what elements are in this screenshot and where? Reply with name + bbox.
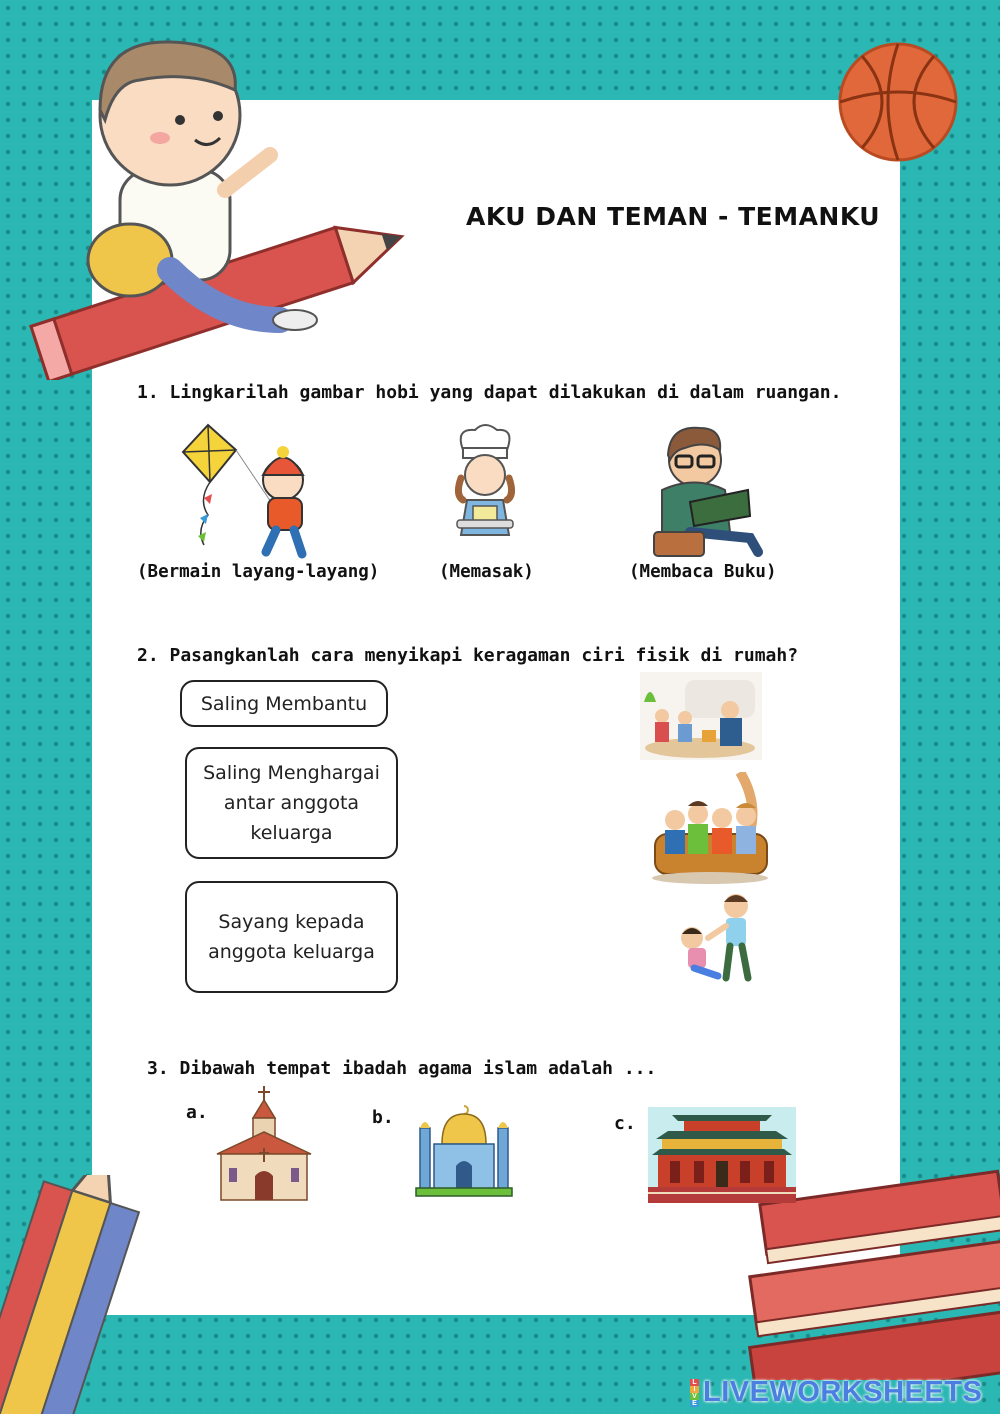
question-3: 3. Dibawah tempat ibadah agama islam adalah ...	[147, 1058, 657, 1079]
pencil-icon	[0, 1175, 150, 1414]
mosque-icon[interactable]	[412, 1100, 516, 1200]
badge-letter-v: V	[690, 1393, 699, 1400]
option-b-label: b.	[372, 1107, 394, 1128]
badge-letter-e: E	[690, 1400, 699, 1407]
badge-letter-l: L	[690, 1379, 699, 1386]
cooking-girl-icon[interactable]	[445, 420, 525, 545]
match-box-3-line2: anggota keluarga	[208, 941, 375, 963]
brand-text: LIVEWORKSHEETS	[703, 1376, 983, 1408]
kite-boy-icon[interactable]	[178, 420, 313, 560]
match-box-2-line2: antar anggota	[223, 792, 360, 814]
temple-icon[interactable]	[648, 1107, 796, 1203]
boy-on-pencil-icon	[20, 20, 460, 380]
match-box-2-line3: keluarga	[250, 822, 333, 844]
match-box-1-text: Saling Membantu	[200, 692, 368, 715]
match-box-2-line1: Saling Menghargai	[203, 762, 380, 784]
church-icon[interactable]	[215, 1084, 313, 1202]
page-title: AKU DAN TEMAN - TEMANKU	[466, 202, 881, 231]
q1-caption-1: (Bermain layang-layang)	[137, 562, 380, 582]
match-box-2[interactable]	[185, 747, 398, 859]
question-2: 2. Pasangkanlah cara menyikapi keragaman ciri fisik di rumah?	[137, 645, 799, 666]
reading-man-icon[interactable]	[650, 420, 765, 560]
option-c-label: c.	[614, 1113, 636, 1134]
family-playing-icon[interactable]	[640, 672, 762, 760]
q1-caption-3: (Membaca Buku)	[629, 562, 777, 582]
badge-letter-i: I	[690, 1386, 699, 1393]
live-badge-icon	[690, 1379, 699, 1407]
helping-friend-icon[interactable]	[678, 890, 770, 982]
q1-caption-2: (Memasak)	[439, 562, 534, 582]
match-box-3[interactable]	[185, 881, 398, 993]
match-box-1[interactable]	[180, 680, 388, 727]
option-a-label: a.	[186, 1102, 208, 1123]
family-sofa-icon[interactable]	[650, 772, 772, 884]
question-1: 1. Lingkarilah gambar hobi yang dapat dilakukan di dalam ruangan.	[137, 382, 842, 403]
basketball-icon	[822, 42, 974, 162]
liveworksheets-logo[interactable]	[690, 1376, 982, 1409]
match-box-3-line1: Sayang kepada	[218, 911, 365, 933]
